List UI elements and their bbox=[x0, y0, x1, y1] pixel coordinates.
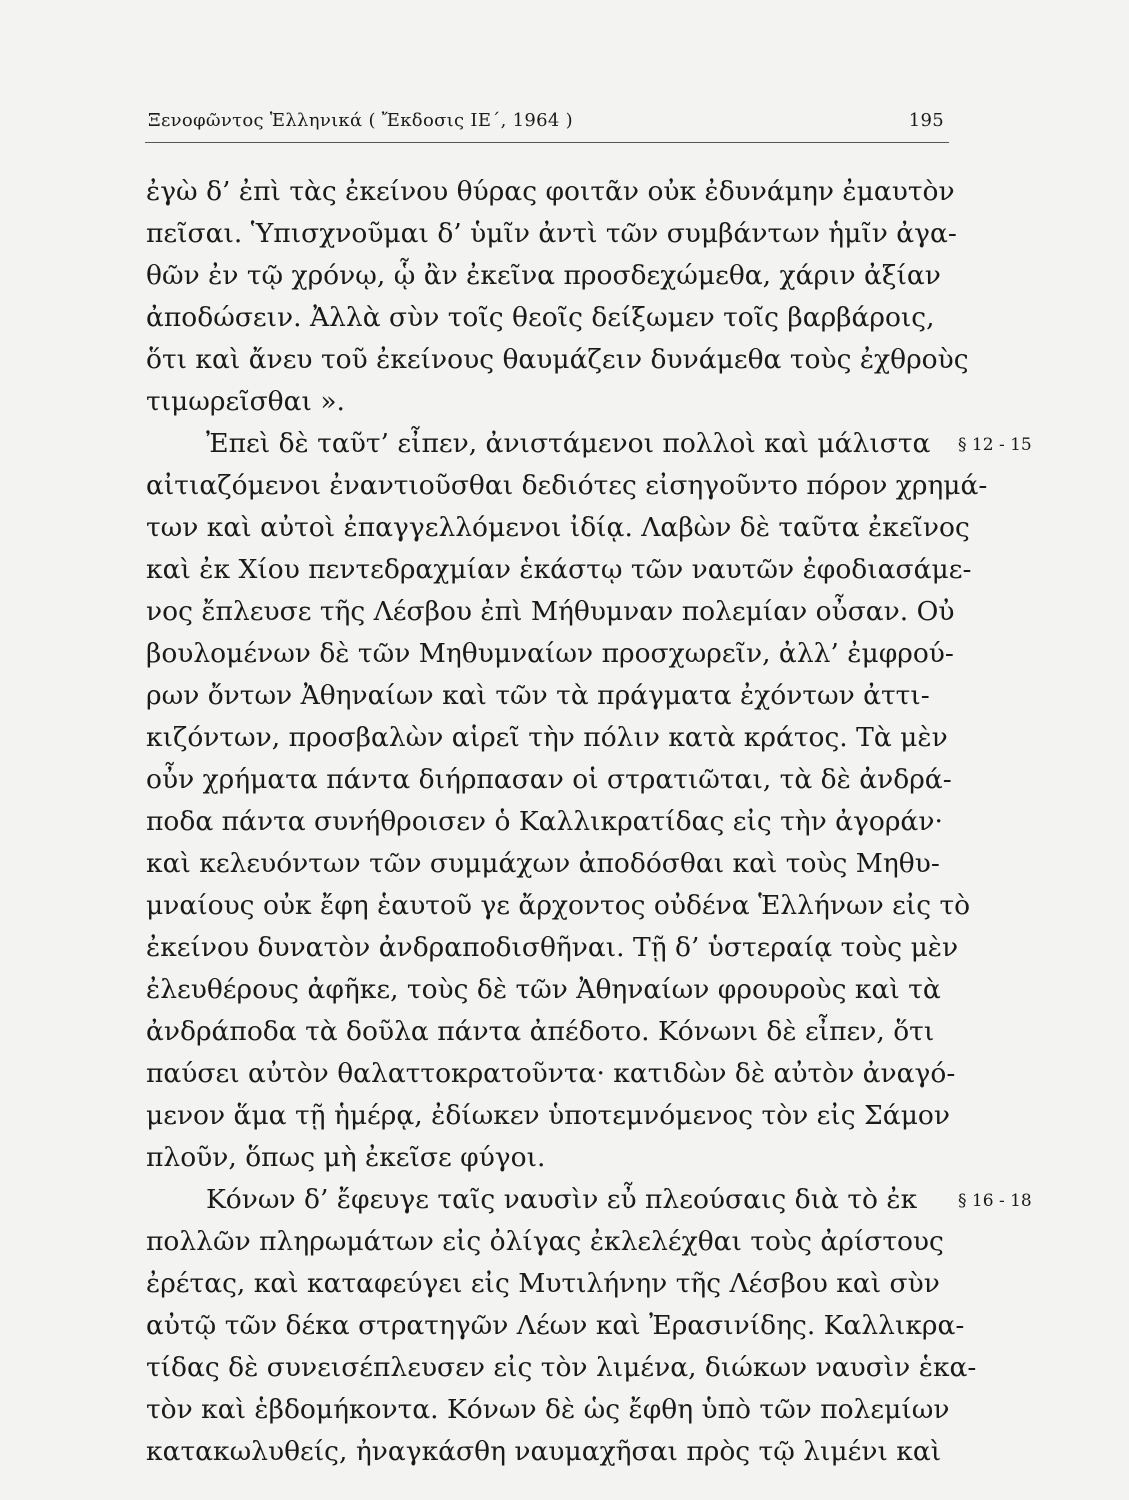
text-line: των καὶ αὐτοὶ ἐπαγγελλόμενοι ἰδίᾳ. Λαβὼν δὲ ταῦτα ἐκεῖνος bbox=[146, 512, 970, 543]
text-line: Κόνων δ’ ἔφευγε ταῖς ναυσὶν εὖ πλεούσαις διὰ τὸ ἐκ bbox=[206, 1184, 918, 1215]
text-line: βουλομένων δὲ τῶν Μηθυμναίων προσχωρεῖν, ἀλλ’ ἐμφρού- bbox=[146, 638, 954, 669]
text-line: καὶ ἐκ Χίου πεντεδραχμίαν ἑκάστῳ τῶν ναυτῶν ἐφοδιασάμε- bbox=[146, 554, 972, 585]
text-line: τιμωρεῖσθαι ». bbox=[146, 386, 345, 417]
text-line: νος ἔπλευσε τῆς Λέσβου ἐπὶ Μήθυμναν πολεμίαν οὖσαν. Οὐ bbox=[146, 596, 955, 627]
text-line: τίδας δὲ συνεισέπλευσεν εἰς τὸν λιμένα, διώκων ναυσὶν ἑκα- bbox=[146, 1352, 977, 1383]
text-line: ἀποδώσειν. Ἀλλὰ σὺν τοῖς θεοῖς δείξωμεν τοῖς βαρβάροις, bbox=[146, 302, 935, 333]
running-header bbox=[148, 110, 948, 140]
text-line: ρων ὄντων Ἀθηναίων καὶ τῶν τὰ πράγματα ἐχόντων ἀττι- bbox=[146, 680, 930, 711]
text-line: Ἐπεὶ δὲ ταῦτ’ εἶπεν, ἀνιστάμενοι πολλοὶ καὶ μάλιστα bbox=[206, 428, 931, 459]
section-marker: § 16 - 18 bbox=[958, 1191, 1032, 1211]
section-marker: § 12 - 15 bbox=[958, 435, 1032, 455]
text-line: ἀνδράποδα τὰ δοῦλα πάντα ἀπέδοτο. Κόνωνι δὲ εἶπεν, ὅτι bbox=[146, 1016, 935, 1047]
text-line: πολλῶν πληρωμάτων εἰς ὀλίγας ἐκλελέχθαι τοὺς ἀρίστους bbox=[146, 1226, 944, 1257]
header-title: Ξενοφῶντος Ἑλληνικά ( Ἔκδοσις ΙΕ΄, 1964 ) bbox=[148, 110, 573, 131]
text-line: μενον ἅμα τῇ ἡμέρᾳ, ἐδίωκεν ὑποτεμνόμενος τὸν εἰς Σάμον bbox=[146, 1100, 950, 1131]
text-line: μναίους οὐκ ἔφη ἑαυτοῦ γε ἄρχοντος οὐδένα Ἑλλήνων εἰς τὸ bbox=[146, 890, 971, 921]
text-line: παύσει αὐτὸν θαλαττοκρατοῦντα· κατιδὼν δὲ αὐτὸν ἀναγό- bbox=[146, 1058, 956, 1089]
text-line: κιζόντων, προσβαλὼν αἱρεῖ τὴν πόλιν κατὰ κράτος. Τὰ μὲν bbox=[146, 722, 948, 753]
text-line: αἰτιαζόμενοι ἐναντιοῦσθαι δεδιότες εἰσηγοῦντο πόρον χρημά- bbox=[146, 470, 988, 501]
text-line: ὅτι καὶ ἄνευ τοῦ ἐκείνους θαυμάζειν δυνάμεθα τοὺς ἐχθροὺς bbox=[146, 344, 969, 375]
text-line: ποδα πάντα συνήθροισεν ὁ Καλλικρατίδας εἰς τὴν ἀγοράν· bbox=[146, 806, 943, 837]
text-line: ἐγὼ δ’ ἐπὶ τὰς ἐκείνου θύρας φοιτᾶν οὐκ ἐδυνάμην ἐμαυτὸν bbox=[146, 176, 955, 207]
page-number: 195 bbox=[908, 110, 944, 131]
text-line: πλοῦν, ὅπως μὴ ἐκεῖσε φύγοι. bbox=[146, 1142, 546, 1173]
header-rule bbox=[145, 142, 949, 143]
text-line: πεῖσαι. Ὑπισχνοῦμαι δ’ ὑμῖν ἀντὶ τῶν συμβάντων ἡμῖν ἀγα- bbox=[146, 218, 957, 249]
text-line: καὶ κελευόντων τῶν συμμάχων ἀποδόσθαι καὶ τοὺς Μηθυ- bbox=[146, 848, 940, 879]
text-line: τὸν καὶ ἑβδομήκοντα. Κόνων δὲ ὡς ἔφθη ὑπὸ τῶν πολεμίων bbox=[146, 1394, 950, 1425]
text-line: κατακωλυθείς, ἠναγκάσθη ναυμαχῆσαι πρὸς τῷ λιμένι καὶ bbox=[146, 1436, 942, 1467]
text-line: ἐκείνου δυνατὸν ἀνδραποδισθῆναι. Τῇ δ’ ὑστεραίᾳ τοὺς μὲν bbox=[146, 932, 959, 963]
text-line: θῶν ἐν τῷ χρόνῳ, ᾧ ἂν ἐκεῖνα προσδεχώμεθα, χάριν ἀξίαν bbox=[146, 260, 941, 291]
text-line: ἐρέτας, καὶ καταφεύγει εἰς Μυτιλήνην τῆς Λέσβου καὶ σὺν bbox=[146, 1268, 940, 1299]
text-line: ἐλευθέρους ἀφῆκε, τοὺς δὲ τῶν Ἀθηναίων φρουροὺς καὶ τὰ bbox=[146, 974, 941, 1005]
text-line: αὐτῷ τῶν δέκα στρατηγῶν Λέων καὶ Ἐρασινίδης. Καλλικρα- bbox=[146, 1310, 965, 1341]
text-line: οὖν χρήματα πάντα διήρπασαν οἱ στρατιῶται, τὰ δὲ ἀνδρά- bbox=[146, 764, 952, 795]
